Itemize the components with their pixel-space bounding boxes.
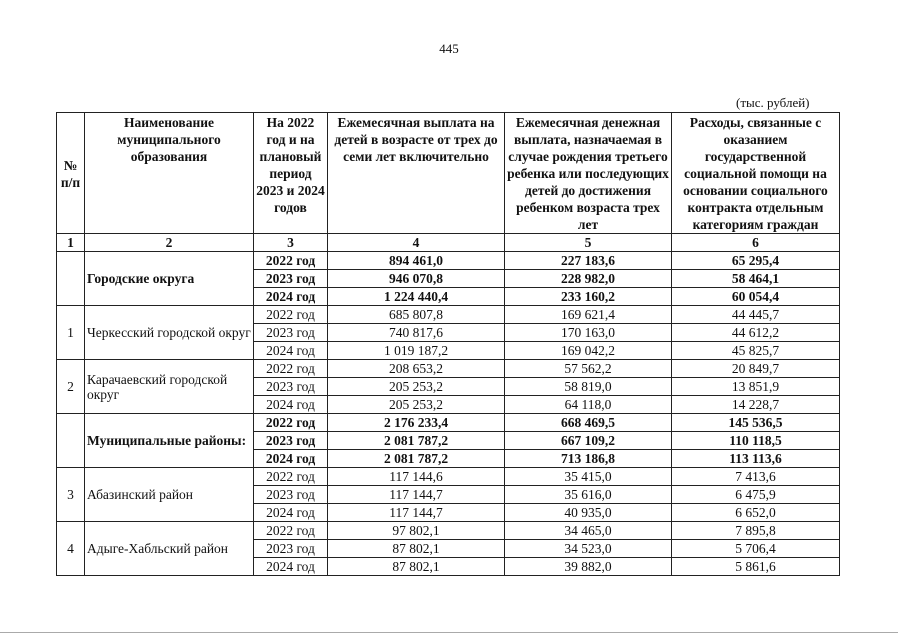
year-cell: 2023 год: [254, 540, 328, 558]
value-col6: 6 475,9: [672, 486, 840, 504]
table-row: [57, 306, 840, 324]
value-col5: 57 562,2: [505, 360, 672, 378]
value-col6: 14 228,7: [672, 396, 840, 414]
year-cell: 2022 год: [254, 252, 328, 270]
value-col4: 208 653,2: [328, 360, 505, 378]
table-body: [57, 252, 840, 576]
value-col5: 667 109,2: [505, 432, 672, 450]
year-cell: 2024 год: [254, 342, 328, 360]
header-period: На 2022 год и на плановый период 2023 и 2024 годов: [254, 113, 328, 234]
table-row: [57, 360, 840, 378]
value-col4: 685 807,8: [328, 306, 505, 324]
value-col4: 1 019 187,2: [328, 342, 505, 360]
table-row: [57, 522, 840, 540]
row-index: 2: [57, 360, 85, 414]
year-cell: 2024 год: [254, 450, 328, 468]
value-col5: 34 523,0: [505, 540, 672, 558]
header-col4: Ежемесячная выплата на детей в возрасте от трех до семи лет включительно: [328, 113, 505, 234]
value-col5: 228 982,0: [505, 270, 672, 288]
header-name: Наименование муниципального образования: [85, 113, 254, 234]
year-cell: 2023 год: [254, 270, 328, 288]
value-col6: 20 849,7: [672, 360, 840, 378]
value-col6: 60 054,4: [672, 288, 840, 306]
column-number: 5: [505, 234, 672, 252]
year-cell: 2022 год: [254, 414, 328, 432]
row-index: 3: [57, 468, 85, 522]
column-number: 6: [672, 234, 840, 252]
municipality-name: Карачаевский городской округ: [85, 360, 254, 414]
year-cell: 2023 год: [254, 378, 328, 396]
units-note: (тыс. рублей): [736, 95, 810, 110]
municipality-name: Черкесский городской округ: [85, 306, 254, 360]
value-col5: 233 160,2: [505, 288, 672, 306]
year-cell: 2022 год: [254, 306, 328, 324]
table-row: [57, 468, 840, 486]
value-col4: 205 253,2: [328, 396, 505, 414]
value-col5: 35 415,0: [505, 468, 672, 486]
value-col5: 170 163,0: [505, 324, 672, 342]
year-cell: 2022 год: [254, 360, 328, 378]
value-col5: 227 183,6: [505, 252, 672, 270]
value-col5: 34 465,0: [505, 522, 672, 540]
value-col4: 87 802,1: [328, 540, 505, 558]
value-col5: 169 042,2: [505, 342, 672, 360]
value-col6: 7 895,8: [672, 522, 840, 540]
value-col6: 58 464,1: [672, 270, 840, 288]
value-col5: 58 819,0: [505, 378, 672, 396]
municipality-name: Муниципальные районы:: [85, 414, 254, 468]
budget-table: [56, 112, 840, 576]
year-cell: 2022 год: [254, 522, 328, 540]
value-col4: 894 461,0: [328, 252, 505, 270]
year-cell: 2024 год: [254, 558, 328, 576]
column-number: 1: [57, 234, 85, 252]
page-edge-line: [0, 632, 898, 633]
table-row: [57, 414, 840, 432]
table-row: [57, 252, 840, 270]
value-col6: 6 652,0: [672, 504, 840, 522]
year-cell: 2024 год: [254, 288, 328, 306]
table-header-row: [57, 113, 840, 234]
municipality-name: Городские округа: [85, 252, 254, 306]
value-col4: 97 802,1: [328, 522, 505, 540]
value-col4: 2 081 787,2: [328, 450, 505, 468]
page-number: 445: [439, 41, 459, 56]
value-col5: 668 469,5: [505, 414, 672, 432]
value-col5: 40 935,0: [505, 504, 672, 522]
value-col4: 205 253,2: [328, 378, 505, 396]
year-cell: 2024 год: [254, 504, 328, 522]
value-col4: 117 144,7: [328, 486, 505, 504]
value-col4: 87 802,1: [328, 558, 505, 576]
header-col6: Расходы, связанные с оказанием государственной социальной помощи на основании социального контракта отдельным категориям граждан: [672, 113, 840, 234]
value-col5: 39 882,0: [505, 558, 672, 576]
value-col4: 946 070,8: [328, 270, 505, 288]
value-col6: 113 113,6: [672, 450, 840, 468]
column-number: 3: [254, 234, 328, 252]
value-col6: 65 295,4: [672, 252, 840, 270]
municipality-name: Адыге-Хабльский район: [85, 522, 254, 576]
value-col4: 117 144,6: [328, 468, 505, 486]
value-col6: 13 851,9: [672, 378, 840, 396]
value-col4: 1 224 440,4: [328, 288, 505, 306]
value-col4: 2 081 787,2: [328, 432, 505, 450]
value-col5: 64 118,0: [505, 396, 672, 414]
value-col4: 2 176 233,4: [328, 414, 505, 432]
value-col6: 5 706,4: [672, 540, 840, 558]
value-col6: 5 861,6: [672, 558, 840, 576]
column-numbers-row: [57, 234, 840, 252]
column-number: 2: [85, 234, 254, 252]
value-col6: 44 445,7: [672, 306, 840, 324]
header-number: № п/п: [57, 113, 85, 234]
value-col6: 7 413,6: [672, 468, 840, 486]
year-cell: 2023 год: [254, 324, 328, 342]
value-col6: 110 118,5: [672, 432, 840, 450]
value-col6: 45 825,7: [672, 342, 840, 360]
value-col5: 35 616,0: [505, 486, 672, 504]
row-index: [57, 414, 85, 468]
year-cell: 2024 год: [254, 396, 328, 414]
value-col4: 117 144,7: [328, 504, 505, 522]
column-number: 4: [328, 234, 505, 252]
value-col6: 44 612,2: [672, 324, 840, 342]
value-col5: 713 186,8: [505, 450, 672, 468]
row-index: 1: [57, 306, 85, 360]
row-index: [57, 252, 85, 306]
header-col5: Ежемесячная денежная выплата, назначаемая в случае рождения третьего ребенка или последующих детей до достижения ребенком возраста трех лет: [505, 113, 672, 234]
year-cell: 2023 год: [254, 432, 328, 450]
year-cell: 2023 год: [254, 486, 328, 504]
value-col4: 740 817,6: [328, 324, 505, 342]
municipality-name: Абазинский район: [85, 468, 254, 522]
row-index: 4: [57, 522, 85, 576]
value-col5: 169 621,4: [505, 306, 672, 324]
year-cell: 2022 год: [254, 468, 328, 486]
value-col6: 145 536,5: [672, 414, 840, 432]
